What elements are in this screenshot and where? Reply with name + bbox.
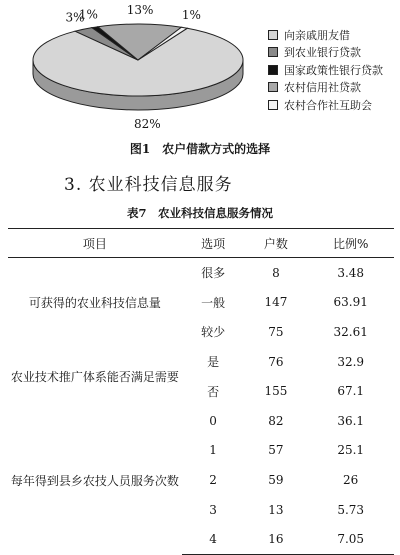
option-cell: 否	[207, 384, 220, 399]
column-header-percent: 比例%	[307, 229, 394, 258]
figure-caption: 图1 农户借款方式的选择	[129, 142, 271, 156]
legend-entry	[268, 26, 383, 44]
legend-label: 农村信用社贷款	[284, 81, 361, 95]
pie-data-label: 13%	[126, 3, 154, 17]
table-row	[8, 258, 394, 288]
count-cell: 57	[268, 443, 284, 458]
table-row	[8, 347, 394, 377]
legend-swatch	[268, 82, 278, 92]
pie-data-label: 1%	[181, 8, 201, 23]
table-body	[8, 258, 394, 555]
percent-cell: 5.73	[337, 502, 365, 517]
pie-data-label: 1%	[78, 7, 98, 22]
option-cell: 较少	[201, 325, 226, 340]
percent-cell: 67.1	[337, 384, 365, 399]
legend-swatch	[268, 100, 278, 110]
option-cell: 0	[209, 413, 217, 428]
option-cell: 2	[209, 472, 217, 487]
column-header-count: 户数	[244, 229, 307, 258]
data-table	[8, 228, 394, 555]
count-cell: 13	[268, 502, 284, 517]
option-cell: 是	[207, 355, 220, 370]
count-cell: 16	[244, 524, 307, 554]
count-cell: 76	[268, 354, 284, 369]
option-cell: 很多	[201, 266, 226, 281]
table-caption: 表7 农业科技信息服务情况	[126, 206, 273, 220]
option-cell: 1	[209, 443, 217, 458]
option-cell: 3	[209, 502, 217, 517]
legend-label: 到农业银行贷款	[284, 46, 361, 60]
legend-entry	[268, 44, 383, 62]
count-cell: 155	[264, 384, 288, 399]
percent-cell: 25.1	[337, 443, 365, 458]
option-cell: 4	[182, 524, 245, 554]
table-header-row	[8, 229, 394, 258]
legend-label: 国家政策性银行贷款	[284, 63, 383, 77]
item-cell: 可获得的农业科技信息量	[28, 295, 161, 310]
legend-entry	[268, 79, 383, 97]
column-header-option: 选项	[182, 229, 245, 258]
legend-swatch	[268, 47, 278, 57]
section-heading: 3. 农业科技信息服务	[64, 175, 233, 195]
pie-data-label: 82%	[133, 116, 161, 131]
count-cell: 8	[272, 265, 280, 280]
percent-cell: 26	[343, 472, 359, 487]
count-cell: 147	[264, 295, 288, 310]
legend-swatch	[268, 30, 278, 40]
percent-cell: 32.61	[333, 324, 368, 339]
legend-entry	[268, 61, 383, 79]
percent-cell: 3.48	[337, 265, 365, 280]
item-cell: 每年得到县乡农技人员服务次数	[10, 473, 179, 488]
legend-label: 向亲戚朋友借	[284, 28, 350, 42]
percent-cell: 36.1	[337, 413, 365, 428]
pie-chart-figure	[0, 0, 400, 140]
legend-label: 农村合作社互助会	[284, 98, 372, 112]
legend-swatch	[268, 65, 278, 75]
option-cell: 一般	[201, 295, 226, 310]
percent-cell: 32.9	[337, 354, 365, 369]
count-cell: 75	[268, 324, 284, 339]
table-row	[8, 406, 394, 436]
percent-cell: 7.05	[307, 524, 394, 554]
legend-entry	[268, 96, 383, 114]
count-cell: 82	[268, 413, 284, 428]
count-cell: 59	[268, 472, 284, 487]
chart-legend	[268, 26, 383, 114]
percent-cell: 63.91	[333, 295, 368, 310]
pie-data-label: 3%	[65, 10, 85, 25]
item-cell: 农业技术推广体系能否满足需要	[10, 369, 179, 384]
pie-chart	[0, 0, 270, 140]
column-header-item: 项目	[8, 229, 182, 258]
